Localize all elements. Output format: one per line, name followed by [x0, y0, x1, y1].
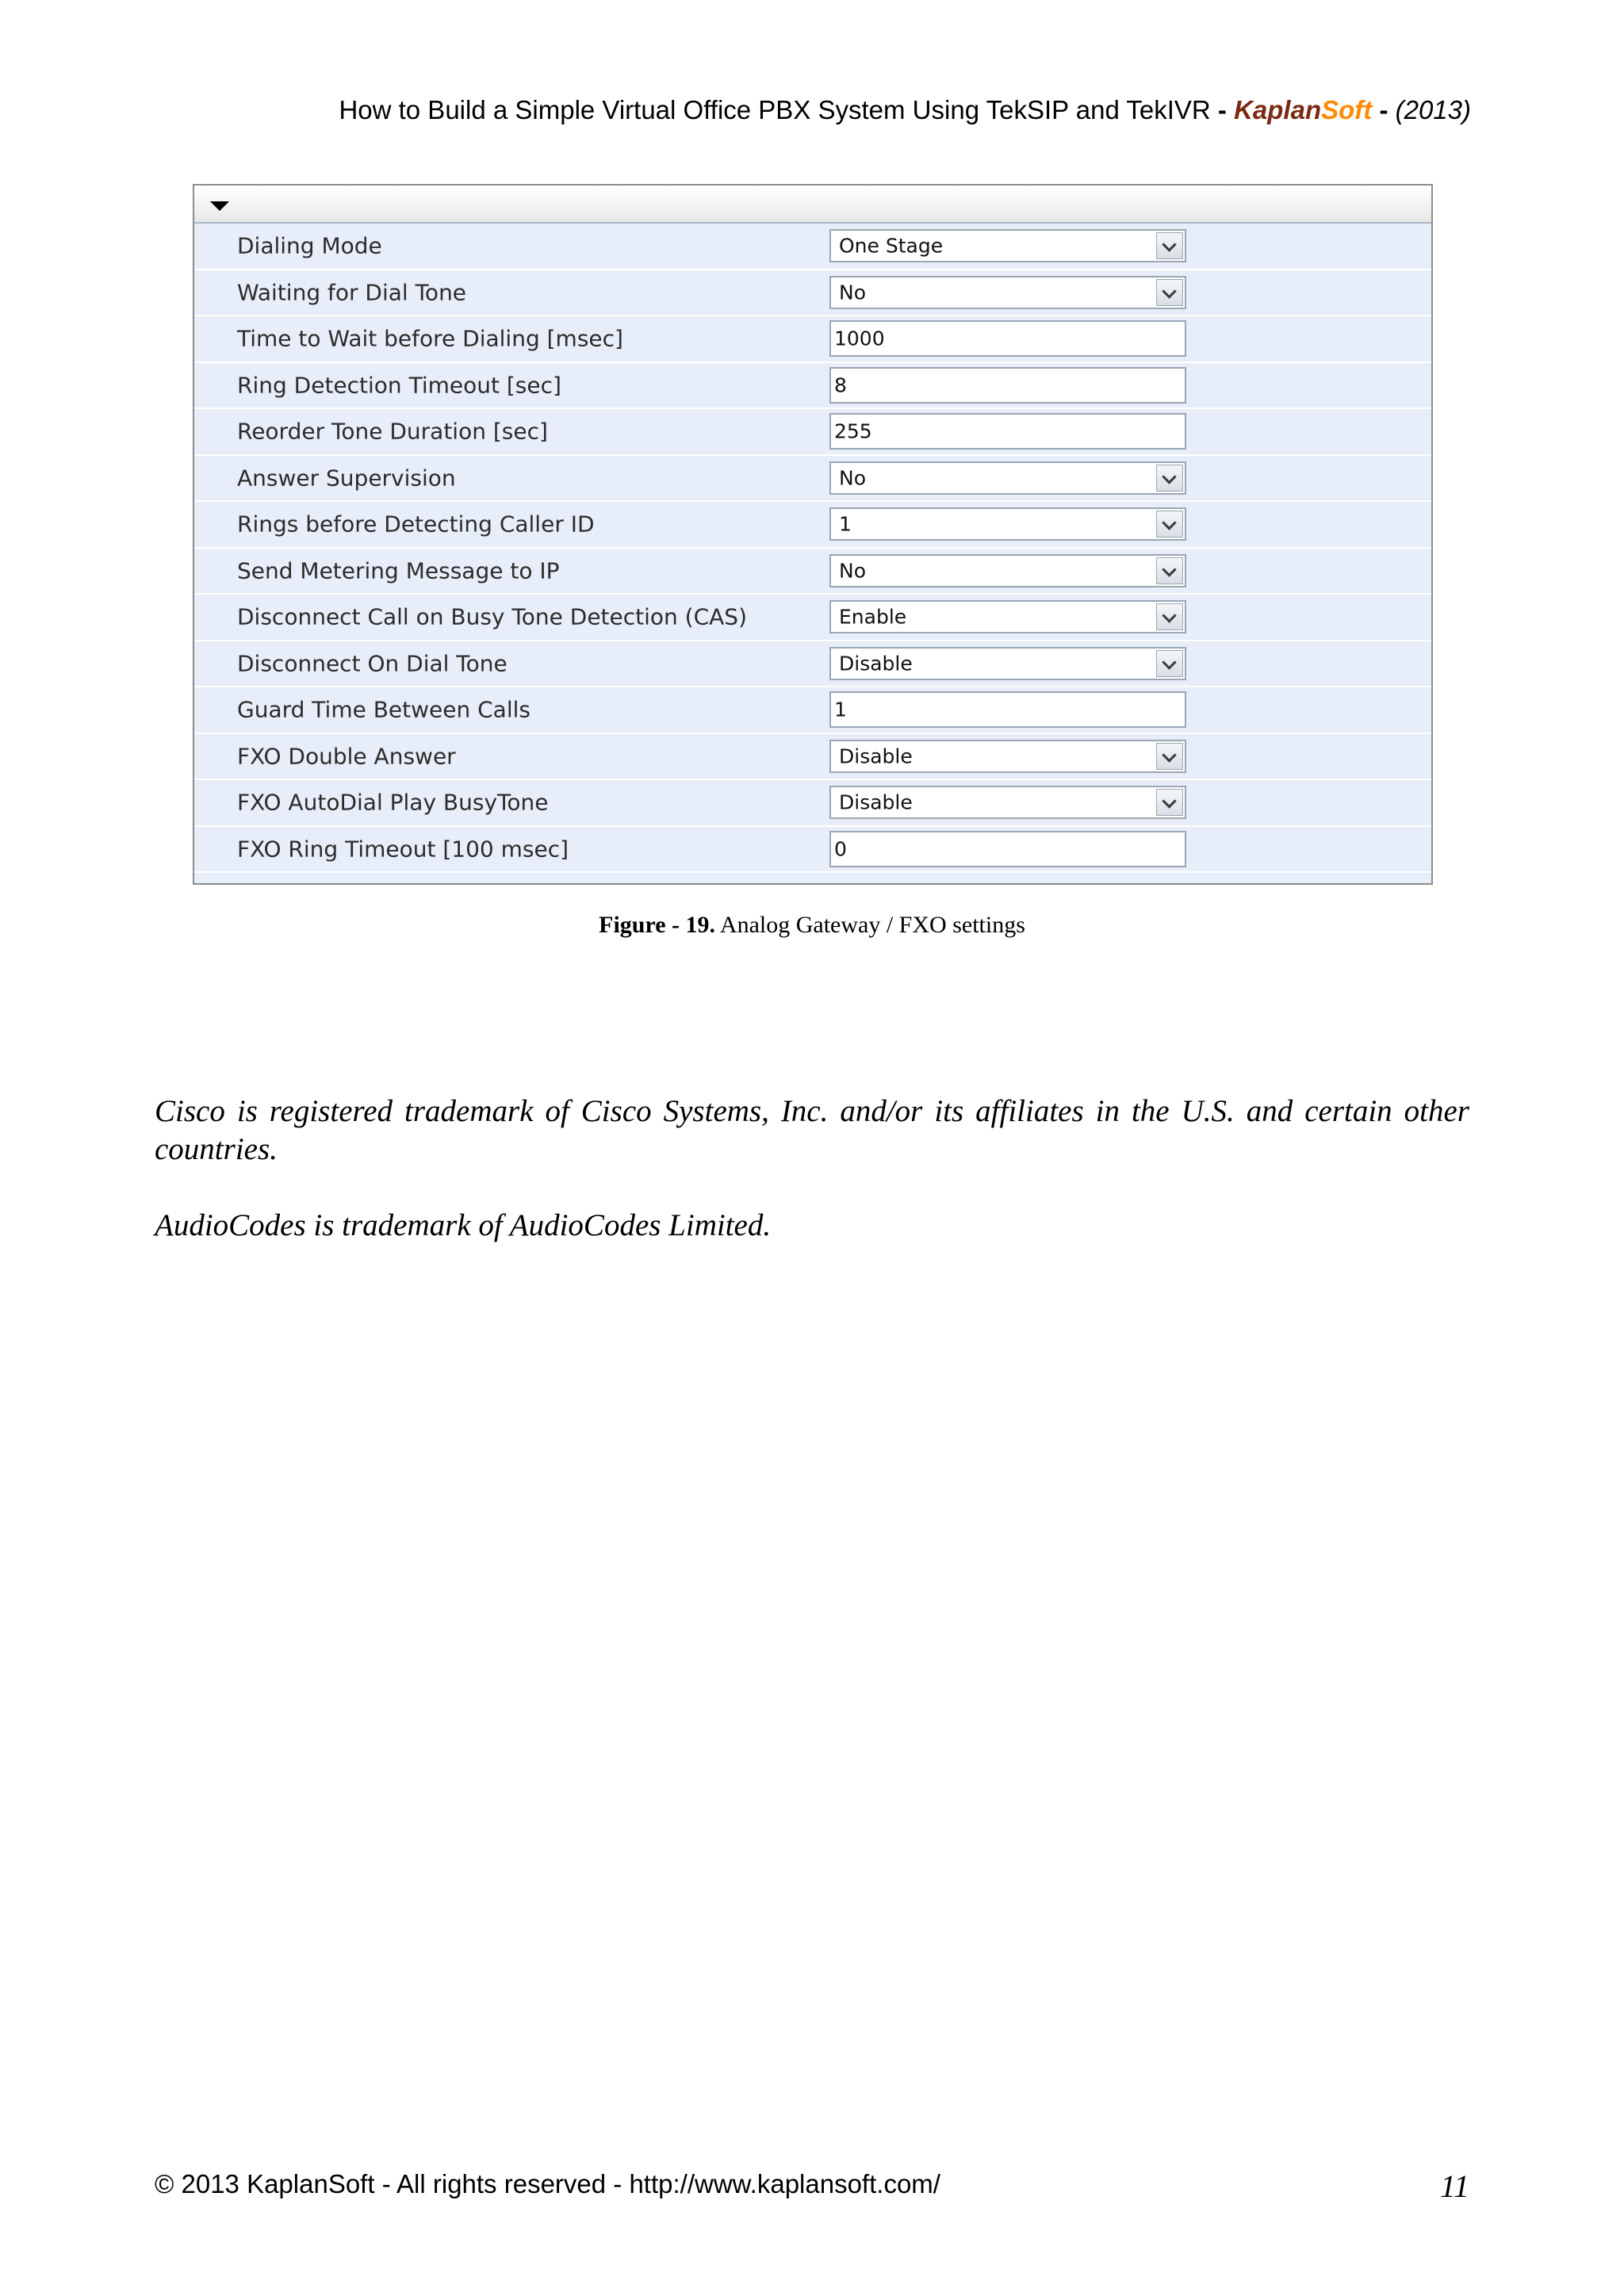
figure-caption	[0, 912, 1624, 939]
chevron-down-icon[interactable]	[1156, 232, 1183, 259]
brand-kaplan: Kaplan	[1234, 95, 1322, 124]
figure-caption-text: Analog Gateway / FXO settings	[719, 912, 1025, 938]
select-value: Enable	[839, 605, 907, 629]
setting-label: Answer Supervision	[237, 465, 456, 492]
select-value: No	[839, 559, 866, 583]
select-value: 1	[839, 512, 852, 536]
setting-label: FXO AutoDial Play BusyTone	[237, 789, 549, 816]
setting-label: Time to Wait before Dialing [msec]	[237, 325, 623, 352]
guard-time-input[interactable]	[829, 691, 1186, 728]
brand-soft: Soft	[1321, 95, 1373, 124]
setting-row-send-metering-message	[194, 549, 1431, 595]
collapse-triangle-icon[interactable]	[210, 201, 229, 211]
setting-label: Ring Detection Timeout [sec]	[237, 372, 561, 399]
setting-row-waiting-for-dial-tone	[194, 270, 1431, 317]
panel-header	[194, 186, 1431, 224]
ring-detection-timeout-input[interactable]	[829, 367, 1186, 404]
fxo-double-answer-select[interactable]	[829, 740, 1186, 773]
setting-row-fxo-double-answer	[194, 734, 1431, 781]
rings-before-caller-id-select[interactable]	[829, 507, 1186, 541]
input-value: 0	[834, 837, 847, 861]
send-metering-message-select[interactable]	[829, 554, 1186, 587]
setting-label: Dialing Mode	[237, 232, 382, 259]
chevron-down-icon[interactable]	[1156, 279, 1183, 306]
select-value: Disable	[839, 652, 913, 675]
reorder-tone-duration-input[interactable]	[829, 413, 1186, 450]
input-value: 255	[834, 419, 872, 443]
footer-copyright: © 2013 KaplanSoft - All rights reserved - http://www.kaplansoft.com/	[155, 2169, 940, 2198]
figure-number: Figure - 19.	[599, 912, 716, 938]
chevron-down-icon[interactable]	[1156, 465, 1183, 492]
page-number: 11	[1439, 2168, 1469, 2204]
fxo-ring-timeout-input[interactable]	[829, 831, 1186, 867]
settings-rows	[194, 224, 1431, 873]
disconnect-dial-tone-select[interactable]	[829, 647, 1186, 680]
waiting-for-dial-tone-select[interactable]	[829, 276, 1186, 309]
setting-label: Guard Time Between Calls	[237, 696, 530, 723]
header-year: (2013)	[1395, 95, 1471, 124]
setting-label: Reorder Tone Duration [sec]	[237, 418, 548, 445]
setting-row-time-to-wait	[194, 316, 1431, 363]
page-header	[301, 95, 1471, 125]
time-to-wait-input[interactable]	[829, 320, 1186, 357]
select-value: Disable	[839, 744, 913, 768]
fxo-settings-panel	[193, 184, 1433, 885]
fxo-autodial-busytone-select[interactable]	[829, 786, 1186, 819]
select-value: Disable	[839, 790, 913, 814]
setting-label: FXO Ring Timeout [100 msec]	[237, 836, 569, 863]
trademark-paragraph-audiocodes: AudioCodes is trademark of AudioCodes Limited.	[155, 1208, 772, 1242]
setting-row-dialing-mode	[194, 224, 1431, 270]
setting-label: Waiting for Dial Tone	[237, 279, 467, 306]
setting-row-ring-detection-timeout	[194, 363, 1431, 410]
select-value: No	[839, 466, 866, 490]
setting-row-fxo-ring-timeout	[194, 827, 1431, 874]
setting-label: Send Metering Message to IP	[237, 557, 560, 584]
chevron-down-icon[interactable]	[1156, 743, 1183, 770]
setting-row-rings-before-caller-id	[194, 502, 1431, 549]
select-value: No	[839, 281, 866, 304]
setting-label: Rings before Detecting Caller ID	[237, 511, 595, 538]
select-value: One Stage	[839, 234, 944, 258]
disconnect-busy-tone-select[interactable]	[829, 600, 1186, 633]
trademark-paragraph-cisco: Cisco is registered trademark of Cisco Systems, Inc. and/or its affiliates in the U.S. and certain other countries.	[155, 1094, 1469, 1166]
header-title: How to Build a Simple Virtual Office PBX System Using TekSIP and TekIVR	[339, 95, 1211, 124]
chevron-down-icon[interactable]	[1156, 789, 1183, 816]
input-value: 1000	[834, 327, 885, 350]
dialing-mode-select[interactable]	[829, 229, 1186, 262]
header-separator: -	[1217, 95, 1227, 124]
setting-row-answer-supervision	[194, 456, 1431, 503]
chevron-down-icon[interactable]	[1156, 557, 1183, 584]
chevron-down-icon[interactable]	[1156, 650, 1183, 677]
setting-label: FXO Double Answer	[237, 743, 456, 770]
chevron-down-icon[interactable]	[1156, 603, 1183, 630]
setting-row-fxo-autodial-busytone	[194, 780, 1431, 827]
setting-row-disconnect-busy-tone	[194, 595, 1431, 641]
setting-row-disconnect-dial-tone	[194, 641, 1431, 688]
header-separator-2: -	[1379, 95, 1388, 124]
chevron-down-icon[interactable]	[1156, 511, 1183, 538]
input-value: 1	[834, 698, 847, 721]
setting-row-reorder-tone-duration	[194, 409, 1431, 456]
input-value: 8	[834, 373, 847, 397]
answer-supervision-select[interactable]	[829, 461, 1186, 495]
setting-label: Disconnect Call on Busy Tone Detection (CAS)	[237, 603, 748, 630]
setting-row-guard-time	[194, 687, 1431, 734]
setting-label: Disconnect On Dial Tone	[237, 650, 508, 677]
brand-logo	[1234, 95, 1372, 124]
